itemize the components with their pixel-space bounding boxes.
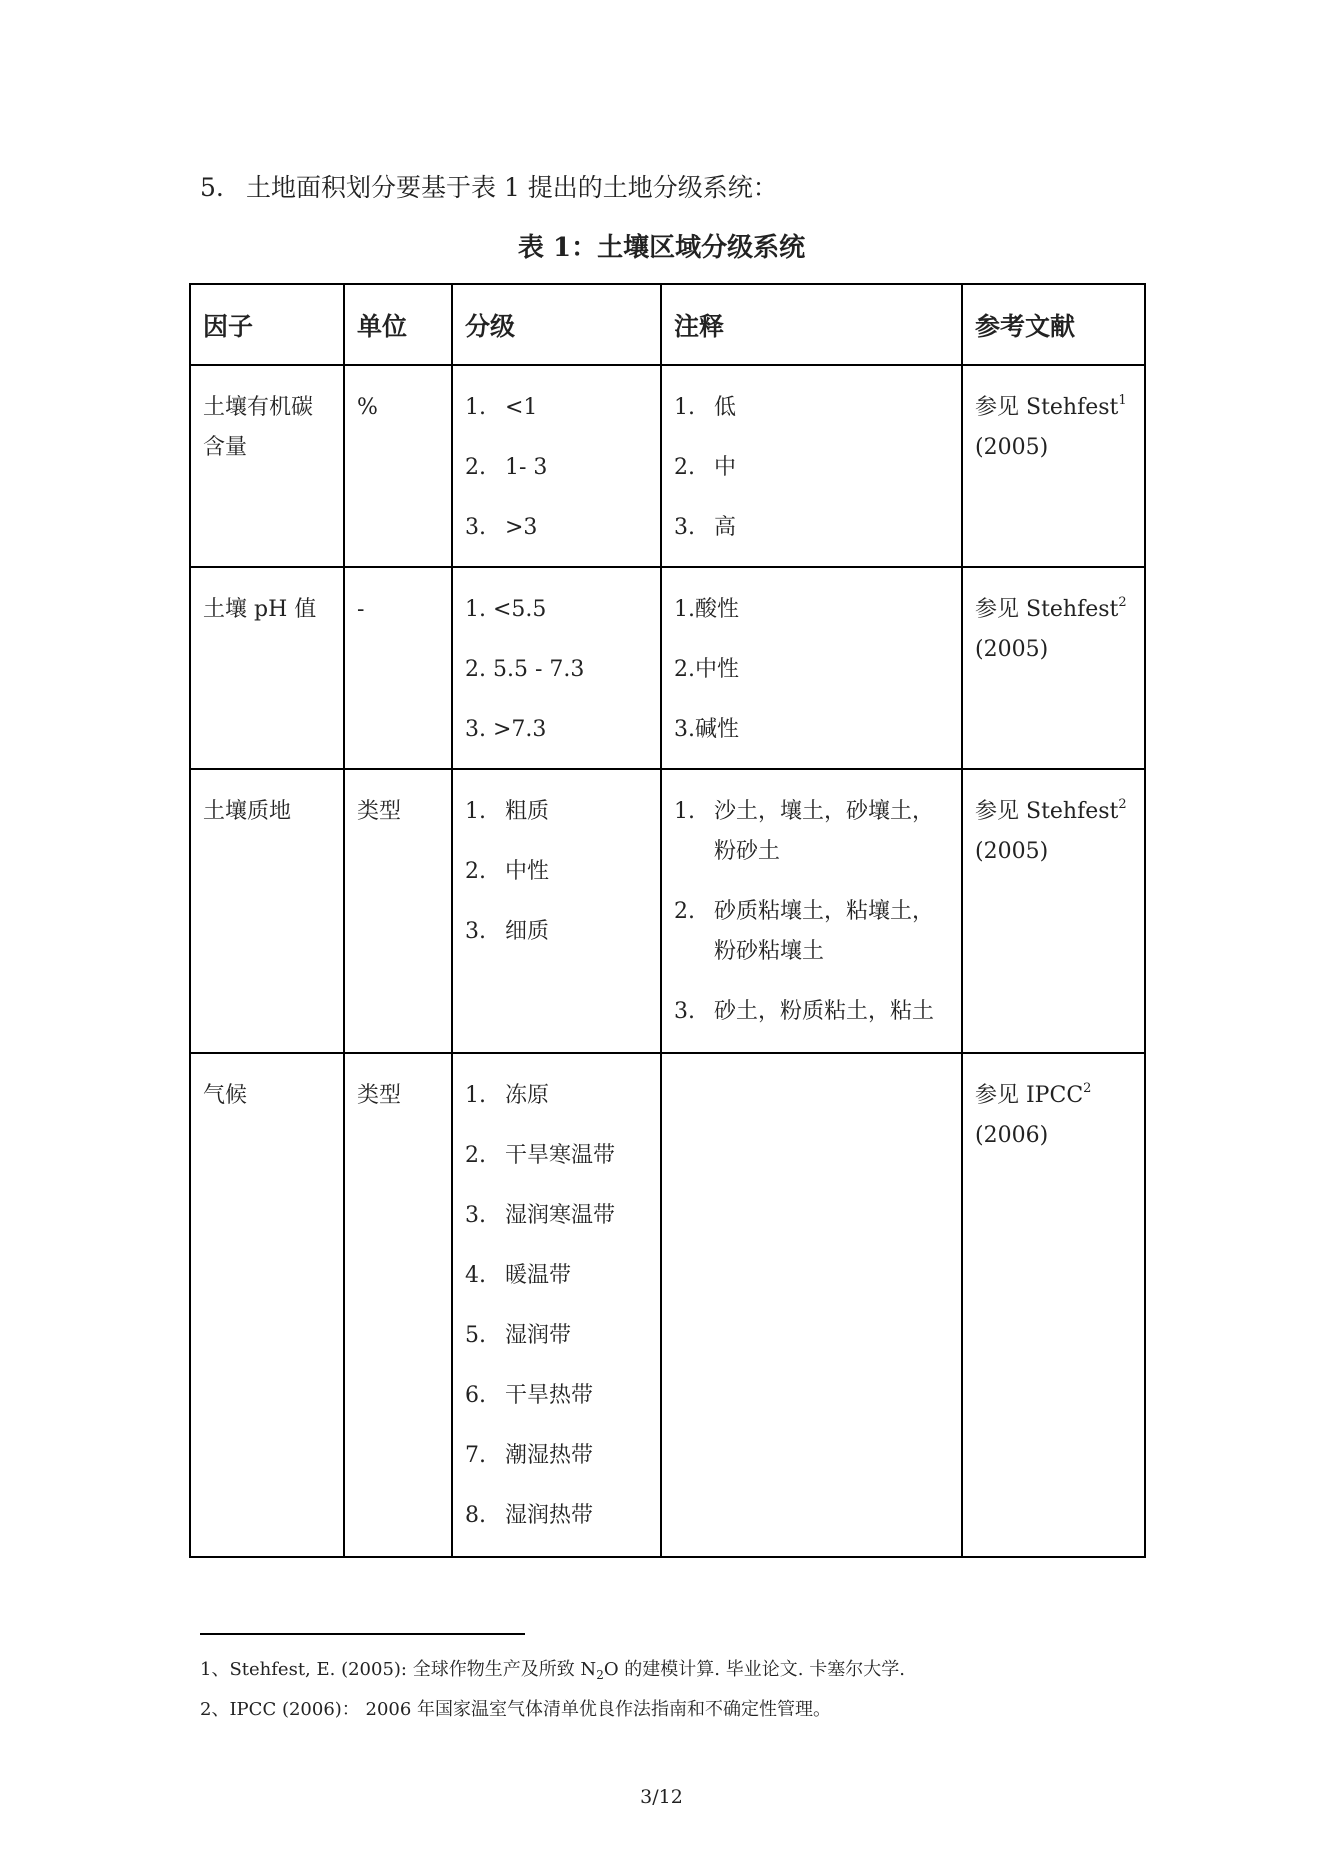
header-reference: 参考文献 xyxy=(962,284,1145,365)
header-unit: 单位 xyxy=(344,284,452,365)
factor-cell: 土壤 pH 值 xyxy=(190,567,344,769)
header-factor: 因子 xyxy=(190,284,344,365)
notes-cell xyxy=(661,365,962,567)
reference-cell: 参见 Stehfest$^2$ (2005) xyxy=(962,567,1145,769)
list-item: 3. 砂土，粉质粘土，粘土 xyxy=(674,999,935,1024)
header-classes: 分级 xyxy=(452,284,661,365)
intro-text: 土地面积划分要基于表 1 提出的土地分级系统： xyxy=(246,173,778,202)
unit-cell: 类型 xyxy=(344,769,452,1053)
list-item: 5. 湿润带 xyxy=(465,1323,572,1348)
list-item: 2. 5.5 - 7.3 xyxy=(465,657,585,682)
notes-cell xyxy=(661,1053,962,1557)
reference-cell: 参见 IPCC$^2$ (2006) xyxy=(962,1053,1145,1557)
intro-paragraph xyxy=(200,168,778,204)
classes-cell xyxy=(452,567,661,769)
table-row xyxy=(190,365,1145,567)
notes-cell xyxy=(661,769,962,1053)
list-item: 3. 湿润寒温带 xyxy=(465,1203,616,1228)
list-item: 1. 冻原 xyxy=(465,1083,550,1108)
table-header-row xyxy=(190,284,1145,365)
footnote-2: 2、IPCC (2006)： 2006 年国家温室气体清单优良作法指南和不确定性管理。 xyxy=(200,1699,832,1720)
list-item: 1. 低 xyxy=(674,395,737,420)
list-item: 2. 干旱寒温带 xyxy=(465,1143,616,1168)
list-item: 1. 沙土，壤土，砂壤土，粉砂土 xyxy=(674,799,935,864)
list-item: 3. 高 xyxy=(674,515,737,540)
page-number: 3/12 xyxy=(640,1786,683,1808)
header-notes: 注释 xyxy=(661,284,962,365)
soil-classification-table xyxy=(189,283,1146,1558)
classes-cell xyxy=(452,1053,661,1557)
list-item: 1. <5.5 xyxy=(465,597,547,622)
list-item: 1. <1 xyxy=(465,395,538,420)
list-item: 3. 细质 xyxy=(465,919,550,944)
factor-cell: 土壤质地 xyxy=(190,769,344,1053)
table-row xyxy=(190,1053,1145,1557)
list-item: 3. >7.3 xyxy=(465,717,547,742)
list-item: 4. 暖温带 xyxy=(465,1263,572,1288)
list-item: 3.碱性 xyxy=(674,717,739,742)
list-item: 1. 粗质 xyxy=(465,799,550,824)
table-row xyxy=(190,567,1145,769)
classes-cell xyxy=(452,769,661,1053)
classes-cell xyxy=(452,365,661,567)
unit-cell: 类型 xyxy=(344,1053,452,1557)
table-caption: 表 1：土壤区域分级系统 xyxy=(517,233,806,263)
notes-cell xyxy=(661,567,962,769)
intro-number: 5. xyxy=(200,173,224,202)
reference-cell: 参见 Stehfest$^2$ (2005) xyxy=(962,769,1145,1053)
list-item: 2. 砂质粘壤土，粘壤土，粉砂粘壤土 xyxy=(674,899,935,964)
list-item: 8. 湿润热带 xyxy=(465,1503,594,1528)
list-item: 2. 中 xyxy=(674,455,737,480)
table-row xyxy=(190,769,1145,1053)
list-item: 2.中性 xyxy=(674,657,739,682)
unit-cell: - xyxy=(344,567,452,769)
list-item: 3. >3 xyxy=(465,515,538,540)
factor-cell: 土壤有机碳含量 xyxy=(190,365,344,567)
footnote-divider xyxy=(200,1633,525,1635)
factor-cell: 气候 xyxy=(190,1053,344,1557)
list-item: 2. 中性 xyxy=(465,859,550,884)
list-item: 1.酸性 xyxy=(674,597,739,622)
list-item: 7. 潮湿热带 xyxy=(465,1443,594,1468)
list-item: 6. 干旱热带 xyxy=(465,1383,594,1408)
unit-cell: % xyxy=(344,365,452,567)
list-item: 2. 1- 3 xyxy=(465,455,548,480)
reference-cell: 参见 Stehfest$^1$ (2005) xyxy=(962,365,1145,567)
footnote-1: 1、Stehfest, E. (2005): 全球作物生产及所致 $N_2O$ 的建模计算. 毕业论文. 卡塞尔大学. xyxy=(200,1659,905,1682)
